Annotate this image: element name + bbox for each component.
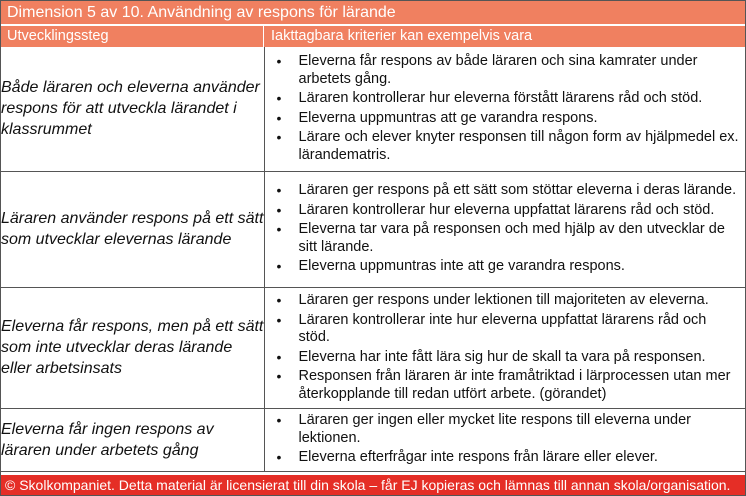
criteria-item: • Responsen från läraren är inte framåtriktad i lärprocessen utan mer återkopplande till redan utfört arbete. (görandet) bbox=[265, 368, 740, 403]
level-cell: Både läraren och eleverna använder respons för att utveckla lärandet i klassrummet bbox=[1, 47, 264, 171]
criteria-item: • Eleverna efterfrågar inte respons från lärare eller elever. bbox=[265, 449, 740, 467]
header-criteria: Iakttagbara kriterier kan exempelvis vara bbox=[271, 28, 533, 44]
criteria-cell bbox=[264, 47, 745, 171]
criteria-table bbox=[1, 47, 745, 472]
table-row bbox=[1, 47, 745, 171]
criteria-cell bbox=[264, 171, 745, 287]
criteria-item: • Läraren ger respons på ett sätt som stöttar eleverna i deras lärande. bbox=[265, 182, 740, 200]
document-title: Dimension 5 av 10. Användning av respons för lärande bbox=[1, 1, 745, 25]
criteria-list bbox=[265, 290, 746, 405]
criteria-item: • Eleverna uppmuntras att ge varandra respons. bbox=[265, 110, 740, 128]
level-cell: Eleverna får respons, men på ett sätt som inte utvecklar deras lärande eller arbetsinsats bbox=[1, 287, 264, 408]
criteria-list bbox=[265, 410, 746, 469]
criteria-item: • Eleverna tar vara på responsen och med hjälp av den utvecklar de sitt lärande. bbox=[265, 221, 740, 256]
header-divider bbox=[263, 26, 264, 47]
header-development-level: Utvecklingssteg bbox=[7, 28, 109, 44]
criteria-cell bbox=[264, 408, 745, 471]
table-row bbox=[1, 408, 745, 471]
criteria-item: • Läraren kontrollerar hur eleverna förstått lärarens råd och stöd. bbox=[265, 90, 740, 108]
level-cell: Eleverna får ingen respons av läraren under arbetets gång bbox=[1, 408, 264, 471]
criteria-item: • Eleverna har inte fått lära sig hur de skall ta vara på responsen. bbox=[265, 349, 740, 367]
criteria-item: • Eleverna uppmuntras inte att ge varandra respons. bbox=[265, 258, 740, 276]
table-row bbox=[1, 171, 745, 287]
table-row bbox=[1, 287, 745, 408]
criteria-item: • Läraren ger respons under lektionen till majoriteten av eleverna. bbox=[265, 292, 740, 310]
criteria-list bbox=[265, 51, 746, 166]
criteria-list bbox=[265, 180, 746, 278]
criteria-cell bbox=[264, 287, 745, 408]
criteria-item: • Eleverna får respons av både läraren och sina kamrater under arbetets gång. bbox=[265, 53, 740, 88]
criteria-item: • Läraren ger ingen eller mycket lite respons till eleverna under lektionen. bbox=[265, 412, 740, 447]
table-header bbox=[1, 26, 745, 47]
level-cell: Läraren använder respons på ett sätt som utvecklar elevernas lärande bbox=[1, 171, 264, 287]
copyright-footer: © Skolkompaniet. Detta material är licensierat till din skola – får EJ kopieras och lämnas till annan skola/organisation. bbox=[1, 475, 745, 495]
criteria-item: • Läraren kontrollerar inte hur eleverna uppfattat lärarens råd och stöd. bbox=[265, 312, 740, 347]
criteria-item: • Läraren kontrollerar hur eleverna uppfattat lärarens råd och stöd. bbox=[265, 202, 740, 220]
criteria-item: • Lärare och elever knyter responsen till någon form av hjälpmedel ex. lärandematris. bbox=[265, 129, 740, 164]
